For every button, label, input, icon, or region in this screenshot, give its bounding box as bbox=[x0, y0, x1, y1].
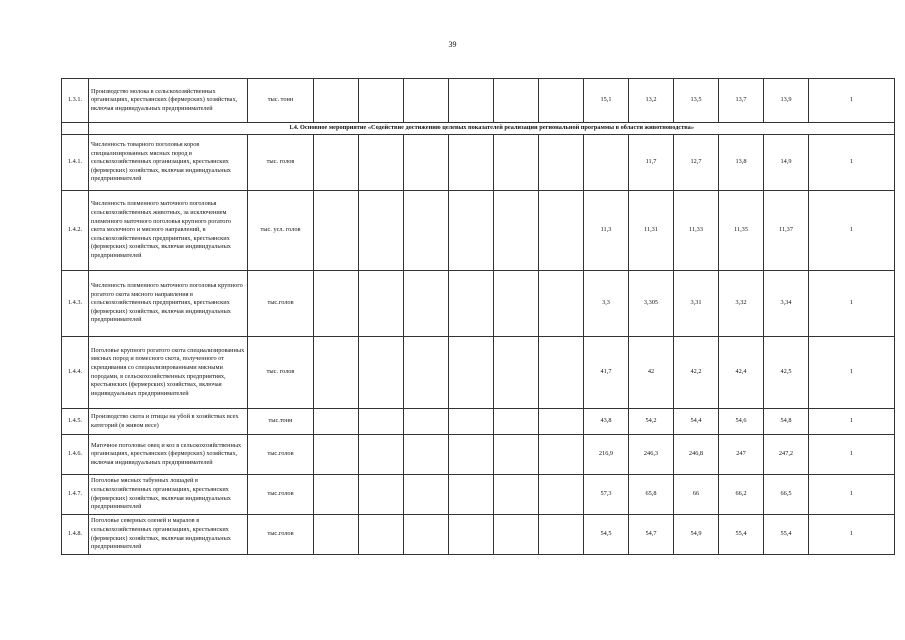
value-cell: 42,4 bbox=[719, 337, 764, 409]
value-cell: 54,9 bbox=[674, 515, 719, 555]
value-cell bbox=[449, 135, 494, 191]
value-cell bbox=[449, 409, 494, 435]
value-cell bbox=[539, 515, 584, 555]
value-cell bbox=[314, 79, 359, 123]
value-cell bbox=[314, 475, 359, 515]
value-cell: 13,8 bbox=[719, 135, 764, 191]
value-cell bbox=[314, 409, 359, 435]
value-cell: 55,4 bbox=[719, 515, 764, 555]
value-cell bbox=[539, 79, 584, 123]
value-cell: 247,2 bbox=[764, 435, 809, 475]
table-row bbox=[62, 515, 895, 555]
page-number: 39 bbox=[448, 40, 457, 49]
table-body bbox=[62, 79, 895, 555]
indicator-name: Численность товарного поголовья коров специализированных мясных пород в сельскохозяйственных организациях, крестьянских (фермерских) хозяйствах, включая индивидуальных предпринимателей bbox=[89, 135, 248, 191]
value-cell bbox=[449, 515, 494, 555]
value-cell bbox=[404, 515, 449, 555]
value-cell: 1 bbox=[809, 191, 895, 271]
value-cell bbox=[404, 409, 449, 435]
table-row bbox=[62, 409, 895, 435]
value-cell: 13,9 bbox=[764, 79, 809, 123]
value-cell: 57,3 bbox=[584, 475, 629, 515]
row-code: 1.4.4. bbox=[62, 337, 89, 409]
value-cell bbox=[494, 515, 539, 555]
value-cell bbox=[494, 409, 539, 435]
value-cell bbox=[359, 409, 404, 435]
value-cell: 54,5 bbox=[584, 515, 629, 555]
value-cell: 42,2 bbox=[674, 337, 719, 409]
value-cell: 1 bbox=[809, 271, 895, 337]
value-cell bbox=[404, 191, 449, 271]
value-cell bbox=[449, 191, 494, 271]
section-code-cell bbox=[62, 123, 89, 135]
value-cell bbox=[404, 135, 449, 191]
unit: тыс. усл. голов bbox=[248, 191, 314, 271]
value-cell: 66,2 bbox=[719, 475, 764, 515]
value-cell bbox=[359, 475, 404, 515]
value-cell: 1 bbox=[809, 515, 895, 555]
indicator-name: Поголовье крупного рогатого скота специализированных мясных пород и помесного скота, полученного от скрещивания со специализированными мясными породами, в сельскохозяйственных предприятиях, крестьянских (фермерских) хозяйствах, включая индивидуальных предпринимателей bbox=[89, 337, 248, 409]
value-cell: 15,1 bbox=[584, 79, 629, 123]
value-cell bbox=[404, 475, 449, 515]
indicator-name: Поголовье мясных табунных лошадей в сельскохозяйственных организациях, крестьянских (фермерских) хозяйствах, включая индивидуальных предпринимателей bbox=[89, 475, 248, 515]
table-row bbox=[62, 79, 895, 123]
value-cell: 3,32 bbox=[719, 271, 764, 337]
value-cell: 246,3 bbox=[629, 435, 674, 475]
row-code: 1.4.3. bbox=[62, 271, 89, 337]
value-cell: 65,8 bbox=[629, 475, 674, 515]
value-cell: 55,4 bbox=[764, 515, 809, 555]
value-cell: 247 bbox=[719, 435, 764, 475]
indicator-name: Численность племенного маточного поголовья сельскохозяйственных животных, за исключением племенного маточного поголовья крупного рогатого скота молочного и мясного направлений, в сельскохозяйственных предприятиях, крестьянских (фермерских) хозяйствах, включая индивидуальных предпринимателей bbox=[89, 191, 248, 271]
value-cell bbox=[449, 435, 494, 475]
value-cell: 11,7 bbox=[629, 135, 674, 191]
value-cell: 3,3 bbox=[584, 271, 629, 337]
value-cell bbox=[494, 271, 539, 337]
section-title: 1.4. Основное мероприятие «Содействие достижению целевых показателей реализации региональной программы в области животноводства» bbox=[89, 123, 895, 135]
value-cell bbox=[359, 435, 404, 475]
value-cell: 43,8 bbox=[584, 409, 629, 435]
table-row bbox=[62, 475, 895, 515]
value-cell bbox=[584, 135, 629, 191]
value-cell bbox=[314, 191, 359, 271]
value-cell bbox=[494, 337, 539, 409]
value-cell: 1 bbox=[809, 435, 895, 475]
value-cell: 11,31 bbox=[629, 191, 674, 271]
value-cell bbox=[449, 337, 494, 409]
value-cell: 54,2 bbox=[629, 409, 674, 435]
unit: тыс.тонн bbox=[248, 409, 314, 435]
indicator-name: Производство молока в сельскохозяйственных организациях, крестьянских (фермерских) хозяйствах, включая индивидуальных предпринимателей bbox=[89, 79, 248, 123]
table-row bbox=[62, 135, 895, 191]
value-cell: 14,9 bbox=[764, 135, 809, 191]
table-row bbox=[62, 191, 895, 271]
value-cell: 41,7 bbox=[584, 337, 629, 409]
row-code: 1.3.1. bbox=[62, 79, 89, 123]
row-code: 1.4.8. bbox=[62, 515, 89, 555]
value-cell bbox=[314, 337, 359, 409]
section-row bbox=[62, 123, 895, 135]
value-cell: 246,8 bbox=[674, 435, 719, 475]
unit: тыс. голов bbox=[248, 337, 314, 409]
value-cell: 1 bbox=[809, 337, 895, 409]
value-cell bbox=[449, 79, 494, 123]
indicators-table bbox=[61, 78, 895, 555]
value-cell: 54,8 bbox=[764, 409, 809, 435]
value-cell: 3,34 bbox=[764, 271, 809, 337]
value-cell bbox=[449, 271, 494, 337]
row-code: 1.4.1. bbox=[62, 135, 89, 191]
unit: тыс.голов bbox=[248, 515, 314, 555]
row-code: 1.4.7. bbox=[62, 475, 89, 515]
unit: тыс. голов bbox=[248, 135, 314, 191]
value-cell: 1 bbox=[809, 79, 895, 123]
row-code: 1.4.2. bbox=[62, 191, 89, 271]
value-cell bbox=[359, 79, 404, 123]
value-cell: 12,7 bbox=[674, 135, 719, 191]
unit: тыс.голов bbox=[248, 475, 314, 515]
value-cell bbox=[359, 515, 404, 555]
value-cell bbox=[539, 475, 584, 515]
value-cell bbox=[494, 135, 539, 191]
value-cell bbox=[494, 475, 539, 515]
value-cell bbox=[539, 337, 584, 409]
value-cell bbox=[539, 271, 584, 337]
value-cell: 54,4 bbox=[674, 409, 719, 435]
value-cell bbox=[494, 79, 539, 123]
value-cell: 3,31 bbox=[674, 271, 719, 337]
value-cell: 66 bbox=[674, 475, 719, 515]
value-cell bbox=[314, 515, 359, 555]
unit: тыс.голов bbox=[248, 435, 314, 475]
row-code: 1.4.5. bbox=[62, 409, 89, 435]
value-cell bbox=[494, 435, 539, 475]
value-cell bbox=[314, 435, 359, 475]
value-cell bbox=[404, 337, 449, 409]
value-cell: 13,2 bbox=[629, 79, 674, 123]
value-cell: 11,35 bbox=[719, 191, 764, 271]
unit: тыс. тонн bbox=[248, 79, 314, 123]
value-cell bbox=[539, 409, 584, 435]
value-cell: 216,9 bbox=[584, 435, 629, 475]
indicator-name: Маточное поголовье овец и коз в сельскохозяйственных организациях, крестьянских (фермерских) хозяйствах, включая индивидуальных предпринимателей bbox=[89, 435, 248, 475]
value-cell: 1 bbox=[809, 409, 895, 435]
value-cell: 54,6 bbox=[719, 409, 764, 435]
value-cell bbox=[359, 271, 404, 337]
indicator-name: Численность племенного маточного поголовья крупного рогатого скота мясного направления в сельскохозяйственных предприятиях, крестьянских (фермерских) хозяйствах, включая индивидуальных предпринимателей bbox=[89, 271, 248, 337]
table-row bbox=[62, 337, 895, 409]
value-cell: 11,37 bbox=[764, 191, 809, 271]
value-cell bbox=[359, 135, 404, 191]
indicator-name: Поголовье северных оленей и маралов в сельскохозяйственных организациях, крестьянских (фермерских) хозяйствах, включая индивидуальных предпринимателей bbox=[89, 515, 248, 555]
value-cell bbox=[359, 191, 404, 271]
row-code: 1.4.6. bbox=[62, 435, 89, 475]
value-cell: 54,7 bbox=[629, 515, 674, 555]
value-cell: 13,5 bbox=[674, 79, 719, 123]
value-cell: 1 bbox=[809, 135, 895, 191]
value-cell bbox=[314, 135, 359, 191]
value-cell bbox=[314, 271, 359, 337]
value-cell bbox=[404, 435, 449, 475]
value-cell bbox=[539, 191, 584, 271]
value-cell bbox=[404, 79, 449, 123]
table-row bbox=[62, 435, 895, 475]
value-cell bbox=[539, 135, 584, 191]
indicator-name: Производство скота и птицы на убой в хозяйствах всех категорий (в живом весе) bbox=[89, 409, 248, 435]
value-cell: 3,305 bbox=[629, 271, 674, 337]
value-cell bbox=[539, 435, 584, 475]
value-cell bbox=[494, 191, 539, 271]
value-cell: 1 bbox=[809, 475, 895, 515]
value-cell: 42,5 bbox=[764, 337, 809, 409]
value-cell: 11,33 bbox=[674, 191, 719, 271]
value-cell bbox=[449, 475, 494, 515]
value-cell: 11,3 bbox=[584, 191, 629, 271]
value-cell: 13,7 bbox=[719, 79, 764, 123]
unit: тыс.голов bbox=[248, 271, 314, 337]
value-cell: 66,5 bbox=[764, 475, 809, 515]
value-cell: 42 bbox=[629, 337, 674, 409]
value-cell bbox=[359, 337, 404, 409]
value-cell bbox=[404, 271, 449, 337]
table-row bbox=[62, 271, 895, 337]
